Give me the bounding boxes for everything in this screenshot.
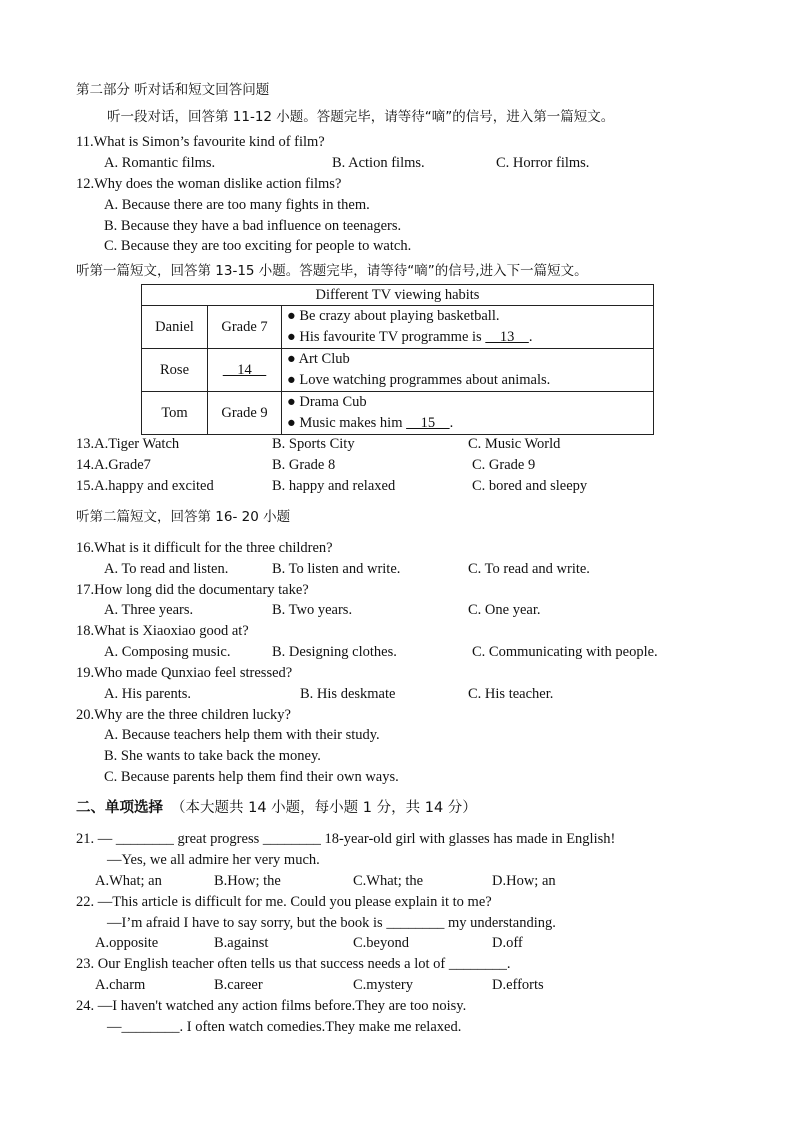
table-title: Different TV viewing habits xyxy=(142,285,654,306)
blank-15: 15 xyxy=(406,415,450,431)
q12-option-b: B. Because they have a bad influence on teenagers. xyxy=(104,218,402,234)
q18-option-b: B. Designing clothes. xyxy=(272,644,397,660)
q13-option-c: C. Music World xyxy=(468,436,561,452)
row-details xyxy=(282,392,654,435)
q20-stem: 20.Why are the three children lucky? xyxy=(76,707,291,723)
q13-option-b: B. Sports City xyxy=(272,436,355,452)
q17-option-b: B. Two years. xyxy=(272,602,353,618)
q16-option-a: A. To read and listen. xyxy=(104,561,229,577)
q14-option-c: C. Grade 9 xyxy=(472,457,536,473)
q19-option-c: C. His teacher. xyxy=(468,686,554,702)
q21-option-a: A.What; an xyxy=(95,873,162,889)
q13-option-a: 13.A.Tiger Watch xyxy=(76,436,180,452)
q22-option-d: D.off xyxy=(492,935,523,951)
line2-text: ● Music makes him xyxy=(287,415,407,431)
q19-option-b: B. His deskmate xyxy=(300,686,396,702)
table-row xyxy=(142,392,654,435)
q23-line1: 23. Our English teacher often tells us that success needs a lot of ________. xyxy=(76,956,511,972)
q21-option-b: B.How; the xyxy=(214,873,281,889)
row-name: Rose xyxy=(142,349,208,392)
q23-option-a: A.charm xyxy=(95,977,146,993)
q19-option-a: A. His parents. xyxy=(104,686,191,702)
q16-option-b: B. To listen and write. xyxy=(272,561,401,577)
q23-option-b: B.career xyxy=(214,977,263,993)
q11-option-b: B. Action films. xyxy=(332,155,425,171)
q22-option-c: C.beyond xyxy=(353,935,409,951)
row-grade: Grade 7 xyxy=(208,306,282,349)
table-row xyxy=(142,349,654,392)
q23-option-c: C.mystery xyxy=(353,977,414,993)
q22-line2: —I’m afraid I have to say sorry, but the book is ________ my understanding. xyxy=(107,915,556,931)
line2-end: . xyxy=(528,329,533,345)
q18-option-a: A. Composing music. xyxy=(104,644,231,660)
q14-option-a: 14.A.Grade7 xyxy=(76,457,151,473)
section2-heading xyxy=(76,798,477,818)
q12-option-c: C. Because they are too exciting for people to watch. xyxy=(104,238,412,254)
table-row xyxy=(142,306,654,349)
q21-option-d: D.How; an xyxy=(492,873,556,889)
row-line2: ● Love watching programmes about animals. xyxy=(287,372,551,388)
row-details xyxy=(282,306,654,349)
q17-stem: 17.How long did the documentary take? xyxy=(76,582,309,598)
line2-end: . xyxy=(449,415,454,431)
q15-option-c: C. bored and sleepy xyxy=(472,478,588,494)
q14-option-b: B. Grade 8 xyxy=(272,457,336,473)
q16-stem: 16.What is it difficult for the three children? xyxy=(76,540,333,556)
row-details xyxy=(282,349,654,392)
q20-option-a: A. Because teachers help them with their study. xyxy=(104,727,380,743)
section2-note: （本大题共 14 小题，每小题 1 分，共 14 分） xyxy=(171,800,477,816)
q11-stem: 11.What is Simon’s favourite kind of film? xyxy=(76,134,325,150)
line2-text: ● His favourite TV programme is xyxy=(287,329,486,345)
part2-title: 第二部分 听对话和短文回答问题 xyxy=(76,82,270,98)
q12-stem: 12.Why does the woman dislike action films? xyxy=(76,176,342,192)
blank-13: 13 xyxy=(485,329,529,345)
row-grade: Grade 9 xyxy=(208,392,282,435)
q18-stem: 18.What is Xiaoxiao good at? xyxy=(76,623,249,639)
q15-option-a: 15.A.happy and excited xyxy=(76,478,214,494)
instruction-13-15: 听第一篇短文，回答第 13-15 小题。答题完毕，请等待“嘀”的信号,进入下一篇短文。 xyxy=(76,263,588,279)
q23-option-d: D.efforts xyxy=(492,977,544,993)
q17-option-c: C. One year. xyxy=(468,602,541,618)
q16-option-c: C. To read and write. xyxy=(468,561,590,577)
row-line2 xyxy=(287,413,653,434)
row-name: Daniel xyxy=(142,306,208,349)
instruction-11-12: 听一段对话，回答第 11-12 小题。答题完毕，请等待“嘀”的信号，进入第一篇短文。 xyxy=(107,109,615,125)
row-line1: ● Art Club xyxy=(287,351,350,367)
row-grade xyxy=(208,349,282,392)
q24-line1: 24. —I haven't watched any action films before.They are too noisy. xyxy=(76,998,467,1014)
row-line1: ● Be crazy about playing basketball. xyxy=(287,308,500,324)
q24-line2: —________. I often watch comedies.They make me relaxed. xyxy=(107,1019,462,1035)
q20-option-c: C. Because parents help them find their own ways. xyxy=(104,769,399,785)
q18-option-c: C. Communicating with people. xyxy=(472,644,658,660)
instruction-16-20: 听第二篇短文，回答第 16- 20 小题 xyxy=(76,509,291,525)
q22-option-a: A.opposite xyxy=(95,935,159,951)
q17-option-a: A. Three years. xyxy=(104,602,194,618)
q22-option-b: B.against xyxy=(214,935,269,951)
tv-habits-table xyxy=(141,284,654,435)
q19-stem: 19.Who made Qunxiao feel stressed? xyxy=(76,665,293,681)
q12-option-a: A. Because there are too many fights in them. xyxy=(104,197,370,213)
blank-14: 14 xyxy=(222,361,267,378)
q11-option-c: C. Horror films. xyxy=(496,155,590,171)
row-line1: ● Drama Cub xyxy=(287,394,367,410)
row-name: Tom xyxy=(142,392,208,435)
q15-option-b: B. happy and relaxed xyxy=(272,478,396,494)
q22-line1: 22. —This article is difficult for me. Could you please explain it to me? xyxy=(76,894,492,910)
q11-option-a: A. Romantic films. xyxy=(104,155,216,171)
q20-option-b: B. She wants to take back the money. xyxy=(104,748,321,764)
q21-option-c: C.What; the xyxy=(353,873,424,889)
q21-line1: 21. — ________ great progress ________ 18-year-old girl with glasses has made in English! xyxy=(76,831,616,847)
q21-line2: —Yes, we all admire her very much. xyxy=(107,852,320,868)
row-line2 xyxy=(287,327,653,348)
section2-title: 二、单项选择 xyxy=(76,800,163,816)
